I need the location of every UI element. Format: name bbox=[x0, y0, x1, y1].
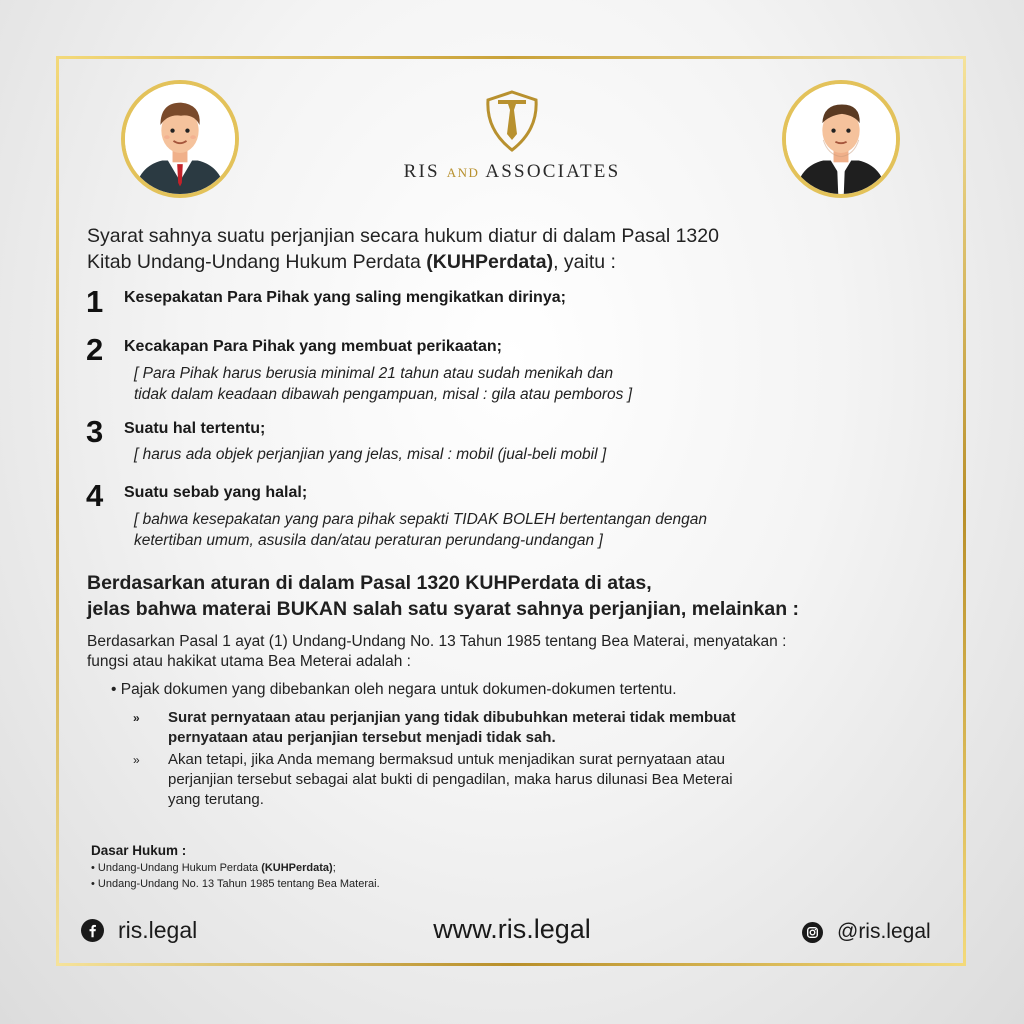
item-note-4-line-1: [ bahwa kesepakatan yang para pihak sepakti TIDAK BOLEH bertentangan dengan bbox=[134, 511, 708, 528]
item-note-2-line-2: tidak dalam keadaan dibawah pengampuan, misal : gila atau pemboros ] bbox=[134, 386, 633, 403]
footer-instagram[interactable] bbox=[802, 920, 931, 944]
basis-line-2: fungsi atau hakikat utama Bea Meterai adalah : bbox=[87, 653, 411, 670]
item-note-4 bbox=[134, 509, 894, 551]
item-number-2: 2 bbox=[86, 332, 104, 367]
main-bullet: • Pajak dokumen yang dibebankan oleh negara untuk dokumen-dokumen tertentu. bbox=[111, 681, 677, 698]
item-title-3: Suatu hal tertentu; bbox=[124, 420, 266, 437]
sub-point-2-line-3: yang terutang. bbox=[168, 791, 264, 808]
brand-name-and: AND bbox=[446, 165, 480, 180]
sub-point-2-marker: » bbox=[133, 753, 140, 767]
item-title-1: Kesepakatan Para Pihak yang saling mengikatkan dirinya; bbox=[124, 289, 566, 306]
basis-paragraph bbox=[87, 632, 937, 672]
conclusion-line-1: Berdasarkan aturan di dalam Pasal 1320 KUHPerdata di atas, bbox=[87, 572, 652, 594]
intro-line-2-suffix: , yaitu : bbox=[553, 251, 616, 273]
item-note-2-line-1: [ Para Pihak harus berusia minimal 21 tahun atau sudah menikah dan bbox=[134, 365, 614, 382]
sub-point-1-marker: » bbox=[133, 711, 140, 725]
brand-name-right: ASSOCIATES bbox=[485, 161, 621, 182]
brand-name-left: RIS bbox=[403, 161, 440, 182]
item-note-2 bbox=[134, 363, 894, 405]
sub-point-1-line-2: pernyataan atau perjanjian tersebut menjadi tidak sah. bbox=[168, 729, 556, 746]
intro-line-2-prefix: Kitab Undang-Undang Hukum Perdata bbox=[87, 251, 427, 273]
intro-line-2-bold: (KUHPerdata) bbox=[426, 251, 554, 273]
item-note-4-line-2: ketertiban umum, asusila dan/atau peraturan perundang-undangan ] bbox=[134, 532, 603, 549]
legal-basis-title: Dasar Hukum : bbox=[91, 843, 187, 858]
instagram-handle: @ris.legal bbox=[837, 920, 931, 943]
sub-point-2-text bbox=[168, 750, 868, 810]
lawyer-robe-illustration bbox=[786, 84, 896, 194]
legal-basis-item-1-suffix: ; bbox=[332, 862, 336, 874]
conclusion-heading bbox=[87, 570, 947, 622]
item-number-1: 1 bbox=[86, 284, 104, 319]
facebook-handle: ris.legal bbox=[118, 917, 198, 943]
sub-point-2-line-1: Akan tetapi, jika Anda memang bermaksud untuk menjadikan surat pernyataan atau bbox=[168, 751, 726, 768]
conclusion-line-2: jelas bahwa materai BUKAN salah satu syarat sahnya perjanjian, melainkan : bbox=[87, 598, 800, 620]
item-title-2: Kecakapan Para Pihak yang membuat perikaatan; bbox=[124, 338, 502, 355]
sub-point-1-text bbox=[168, 708, 868, 748]
item-note-3-line-1: [ harus ada objek perjanjian yang jelas, misal : mobil (jual-beli mobil ] bbox=[134, 446, 607, 463]
intro-line-1: Syarat sahnya suatu perjanjian secara hukum diatur di dalam Pasal 1320 bbox=[87, 225, 719, 247]
intro-line-2 bbox=[87, 249, 847, 275]
item-note-3 bbox=[134, 444, 894, 465]
avatar-lawyer-robe bbox=[782, 80, 900, 198]
instagram-icon bbox=[802, 922, 823, 943]
legal-basis-item-1 bbox=[91, 862, 336, 874]
sub-point-1-line-1: Surat pernyataan atau perjanjian yang tidak dibubuhkan meterai tidak membuat bbox=[168, 709, 736, 726]
legal-basis-item-1-prefix: • Undang-Undang Hukum Perdata bbox=[91, 862, 262, 874]
basis-line-1: Berdasarkan Pasal 1 ayat (1) Undang-Undang No. 13 Tahun 1985 tentang Bea Materai, menyatakan : bbox=[87, 633, 787, 650]
item-title-4: Suatu sebab yang halal; bbox=[124, 484, 308, 501]
website-link[interactable]: www.ris.legal bbox=[433, 914, 591, 944]
item-number-3: 3 bbox=[86, 414, 104, 449]
legal-basis-item-1-bold: (KUHPerdata) bbox=[261, 862, 333, 874]
sub-point-2-line-2: perjanjian tersebut sebagai alat bukti di pengadilan, maka harus dilunasi Bea Meterai bbox=[168, 771, 733, 788]
item-number-4: 4 bbox=[86, 478, 104, 513]
intro-paragraph bbox=[87, 223, 847, 275]
legal-basis-item-2: • Undang-Undang No. 13 Tahun 1985 tentang Bea Materai. bbox=[91, 878, 380, 890]
shield-tie-logo-icon bbox=[484, 90, 540, 152]
